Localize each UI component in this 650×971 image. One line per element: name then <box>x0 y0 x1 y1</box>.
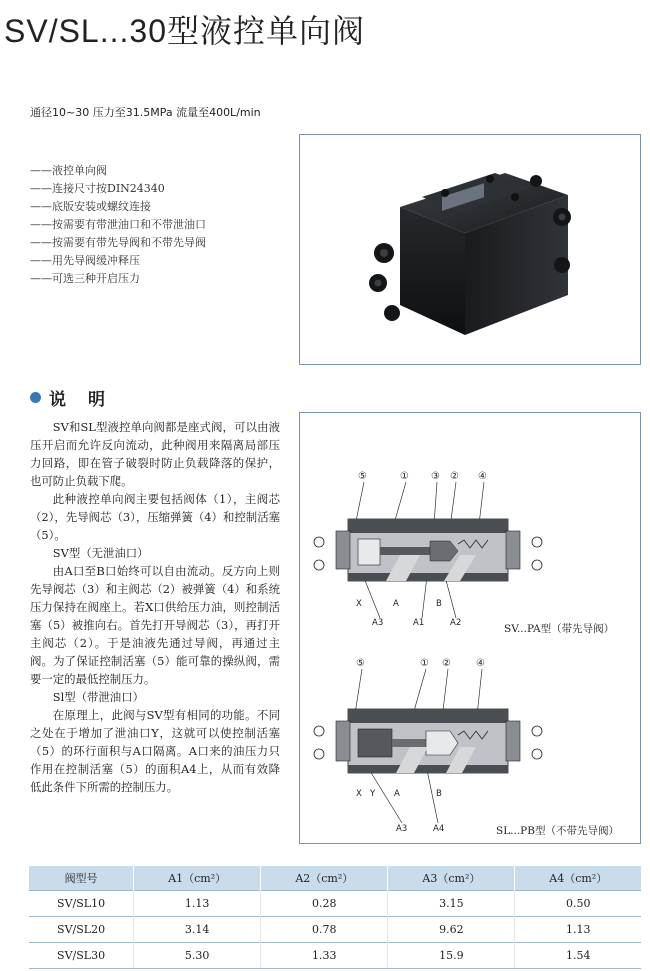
diagram-frame <box>299 412 641 844</box>
table-cell: 1.13 <box>515 916 641 942</box>
callout-label: ② <box>450 471 459 482</box>
callout-label: ④ <box>478 471 487 482</box>
table-row <box>29 942 641 968</box>
port-label: A <box>393 599 399 609</box>
table-header-cell: A1（cm²） <box>134 866 261 890</box>
callout-label: ⑤ <box>356 658 365 669</box>
port-label: A <box>394 789 400 799</box>
description-paragraph: 此种液控单向阀主要包括阀体（1），主阀芯（2），先导阀芯（3），压缩弹簧（4）和控制活塞（5）。 <box>30 492 280 542</box>
area-label: A2 <box>450 618 462 628</box>
port-label: X <box>356 599 362 609</box>
port-label: X <box>356 789 362 799</box>
callout-label: ⑤ <box>358 471 367 482</box>
table-header-cell: A2（cm²） <box>261 866 388 890</box>
feature-list <box>30 162 206 288</box>
feature-item: ——底版安装或螺纹连接 <box>30 200 151 213</box>
table-row <box>29 890 641 916</box>
table-cell: 3.15 <box>388 890 515 916</box>
table-row <box>29 916 641 942</box>
description-body <box>30 418 280 796</box>
description-paragraph: SV和SL型液控单向阀都是座式阀，可以由液压开启而允许反向流动，此种阀用来隔离局部压力回路，即在管子破裂时防止负载降落的保护，也可防止负载下爬。 <box>30 420 280 488</box>
bullet-dot-icon <box>30 392 41 403</box>
page-title: SV/SL...30型液控单向阀 <box>4 13 365 49</box>
feature-item: ——用先导阀缓冲释压 <box>30 254 140 267</box>
feature-item: ——可选三种开启压力 <box>30 272 140 285</box>
diagram-caption: SV...PA型（带先导阀） <box>504 623 615 635</box>
description-paragraph: 由A口至B口始终可以自由流动。反方向上则先导阀芯（3）和主阀芯（2）被弹簧（4）和系统压力保持在阀座上。若X口供给压力油，则控制活塞（5）被推向右。首先打开导阀芯（3），再打开主阀芯（2）。于是油液先通过导阀，再通过主阀。为了保证控制活塞（5）能可靠的操纵阀，需要一定的最低控制压力。 <box>30 564 280 686</box>
table-cell: 1.54 <box>515 942 641 968</box>
area-label: A3 <box>372 618 384 628</box>
feature-item: ——按需要有带先导阀和不带先导阀 <box>30 236 206 249</box>
description-paragraph: 在原理上，此阀与SV型有相同的功能。不同之处在于增加了泄油口Y，这就可以使控制活塞（5）的环行面积与A口隔离。A口来的油压力只作用在控制活塞（5）的面积A4上，从而有效降低此条件下所需的控制压力。 <box>30 708 280 794</box>
table-header-cell: A4（cm²） <box>515 866 641 890</box>
table-cell: 3.14 <box>134 916 261 942</box>
description-paragraph: Sl型（带泄油口） <box>52 690 144 704</box>
callout-label: ① <box>420 658 429 669</box>
table-cell: SV/SL20 <box>29 916 134 942</box>
port-label: B <box>436 599 442 609</box>
callout-label: ② <box>442 658 451 669</box>
feature-item: ——液控单向阀 <box>30 164 107 177</box>
area-label: A3 <box>396 824 408 834</box>
callout-label: ① <box>400 471 409 482</box>
callout-label: ④ <box>476 658 485 669</box>
table-cell: SV/SL30 <box>29 942 134 968</box>
table-cell: 15.9 <box>388 942 515 968</box>
table-cell: SV/SL10 <box>29 890 134 916</box>
diagram-sl-pb <box>314 658 542 834</box>
table-header-row <box>29 866 641 890</box>
callout-label: ③ <box>431 471 440 482</box>
table-cell: 0.28 <box>261 890 388 916</box>
table-cell: 0.50 <box>515 890 641 916</box>
section-heading <box>30 385 127 410</box>
port-label: Y <box>370 789 376 799</box>
area-table <box>29 866 641 969</box>
product-photo-frame <box>299 134 641 365</box>
diagram-sv-pa <box>314 471 542 628</box>
section-title: 说明 <box>49 390 127 410</box>
table-cell: 1.33 <box>261 942 388 968</box>
diagram-caption: SL...PB型（不带先导阀） <box>496 825 619 837</box>
table-cell: 0.78 <box>261 916 388 942</box>
area-label: A1 <box>413 618 425 628</box>
table-header-cell: 阀型号 <box>29 866 134 890</box>
port-label: B <box>436 789 442 799</box>
area-label: A4 <box>433 824 445 834</box>
table-cell: 5.30 <box>134 942 261 968</box>
feature-item: ——连接尺寸按DIN24340 <box>30 182 165 195</box>
spec-summary: 通径10~30 压力至31.5MPa 流量至400L/min <box>30 106 261 119</box>
table-cell: 1.13 <box>134 890 261 916</box>
description-paragraph: SV型（无泄油口） <box>52 546 149 560</box>
table-header-cell: A3（cm²） <box>388 866 515 890</box>
table-cell: 9.62 <box>388 916 515 942</box>
valve-photo <box>300 135 640 364</box>
feature-item: ——按需要有带泄油口和不带泄油口 <box>30 218 206 231</box>
